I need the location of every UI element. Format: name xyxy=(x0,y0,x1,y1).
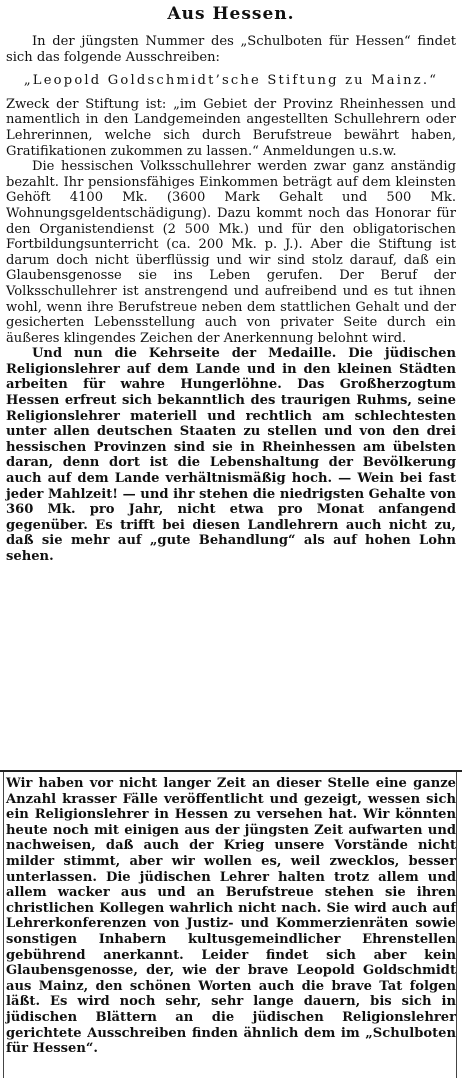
box-border-right xyxy=(456,772,457,1078)
article-body-bottom xyxy=(6,776,456,1057)
foundation-heading: „Leopold Goldschmidt’sche Stiftung zu Mainz.“ xyxy=(23,73,439,89)
intro-paragraph: In der jüngsten Nummer des „Schulboten für Hessen“ findet sich das folgende Ausschreiben: xyxy=(6,34,456,65)
closing-paragraph: Wir haben vor nicht langer Zeit an dieser Stelle eine ganze Anzahl krasser Fälle veröffentlicht und gezeigt, wessen sich ein Religionslehrer in Hessen zu versehen hat. Wir könnten heute noch mit einigen aus der jüngsten Zeit aufwarten und nachweisen, daß auch der Krieg unsere Vorstände nicht milder stimmt, aber wir wollen es, weil zwecklos, besser unterlassen. Die jüdischen Lehrer halten trotz allem und allem wacker aus und an Berufstreue stehen sie ihren christlichen Kollegen wahrlich nicht nach. Sie wird auch auf Lehrerkonferenzen von Justiz- und Kommerzienräten sowie sonstigen Inhabern kultusgemeindlicher Ehrenstellen gebührend anerkannt. Leider findet sich aber kein Glaubensgenosse, der, wie der brave Leopold Goldschmidt aus Mainz, den schönen Worten auch die brave Tat folgen läßt. Es wird noch sehr, sehr lange dauern, bis sich in jüdischen Blättern an die jüdischen Religionslehrer gerichtete Ausschreiben finden ähnlich dem im „Schulboten für Hessen“. xyxy=(6,776,456,1057)
salary-paragraph: Die hessischen Volksschullehrer werden zwar ganz anständig bezahlt. Ihr pensionsfähiges Einkommen beträgt auf dem kleinsten Gehöft 4100 Mk. (3600 Mark Gehalt und 500 Mk. Wohnungsgeldentschädigung). Dazu kommt noch das Honorar für den Organistendienst (2 500 Mk.) und für den obligatorischen Fortbildungsunterricht (ca. 200 Mk. p. J.). Aber die Stiftung ist darum doch nicht überflüssig und wir sind stolz darauf, daß ein Glaubensgenosse sie ins Leben gerufen. Der Beruf der Volksschullehrer ist anstrengend und aufreibend und es tut ihnen wohl, wenn ihre Berufstreue neben dem stattlichen Gehalt und der gesicherten Lebensstellung auch von privater Seite durch ein äußeres klingendes Zeichen der Anerkennung belohnt wird. xyxy=(6,159,456,346)
reverse-side-paragraph: Und nun die Kehrseite der Medaille. Die jüdischen Religionslehrer auf dem Lande und in den kleinen Städten arbeiten für wahre Hungerlöhne. Das Großherzogtum Hessen erfreut sich bekanntlich des traurigen Ruhms, seine Religionslehrer materiell und rechtlich am schlechtesten unter allen deutschen Staaten zu stellen und von den drei hessischen Provinzen sind sie in Rheinhessen am übelsten daran, denn dort ist die Lebenshaltung der Bevölkerung auch auf dem Lande verhältnismäßig hoch. — Wein bei fast jeder Mahlzeit! — und ihr stehen die niedrigsten Gehalte von 360 Mk. pro Jahr, nicht etwa pro Monat anfangend gegenüber. Es trifft bei diesen Landlehrern auch nicht zu, daß sie mehr auf „gute Behandlung“ als auf hohen Lohn sehen. xyxy=(6,346,456,564)
section-divider xyxy=(0,770,462,772)
box-border-left xyxy=(3,772,4,1078)
article-body-top xyxy=(6,34,456,565)
purpose-paragraph: Zweck der Stiftung ist: „im Gebiet der Provinz Rheinhessen und namentlich in den Landgemeinden angestellten Schullehrern oder Lehrerinnen, welche sich durch Berufstreue bewährt haben, Gratifikationen zukommen zu lassen.“ Anmeldungen u.s.w. xyxy=(6,96,456,159)
article-title: Aus Hessen. xyxy=(167,4,295,24)
